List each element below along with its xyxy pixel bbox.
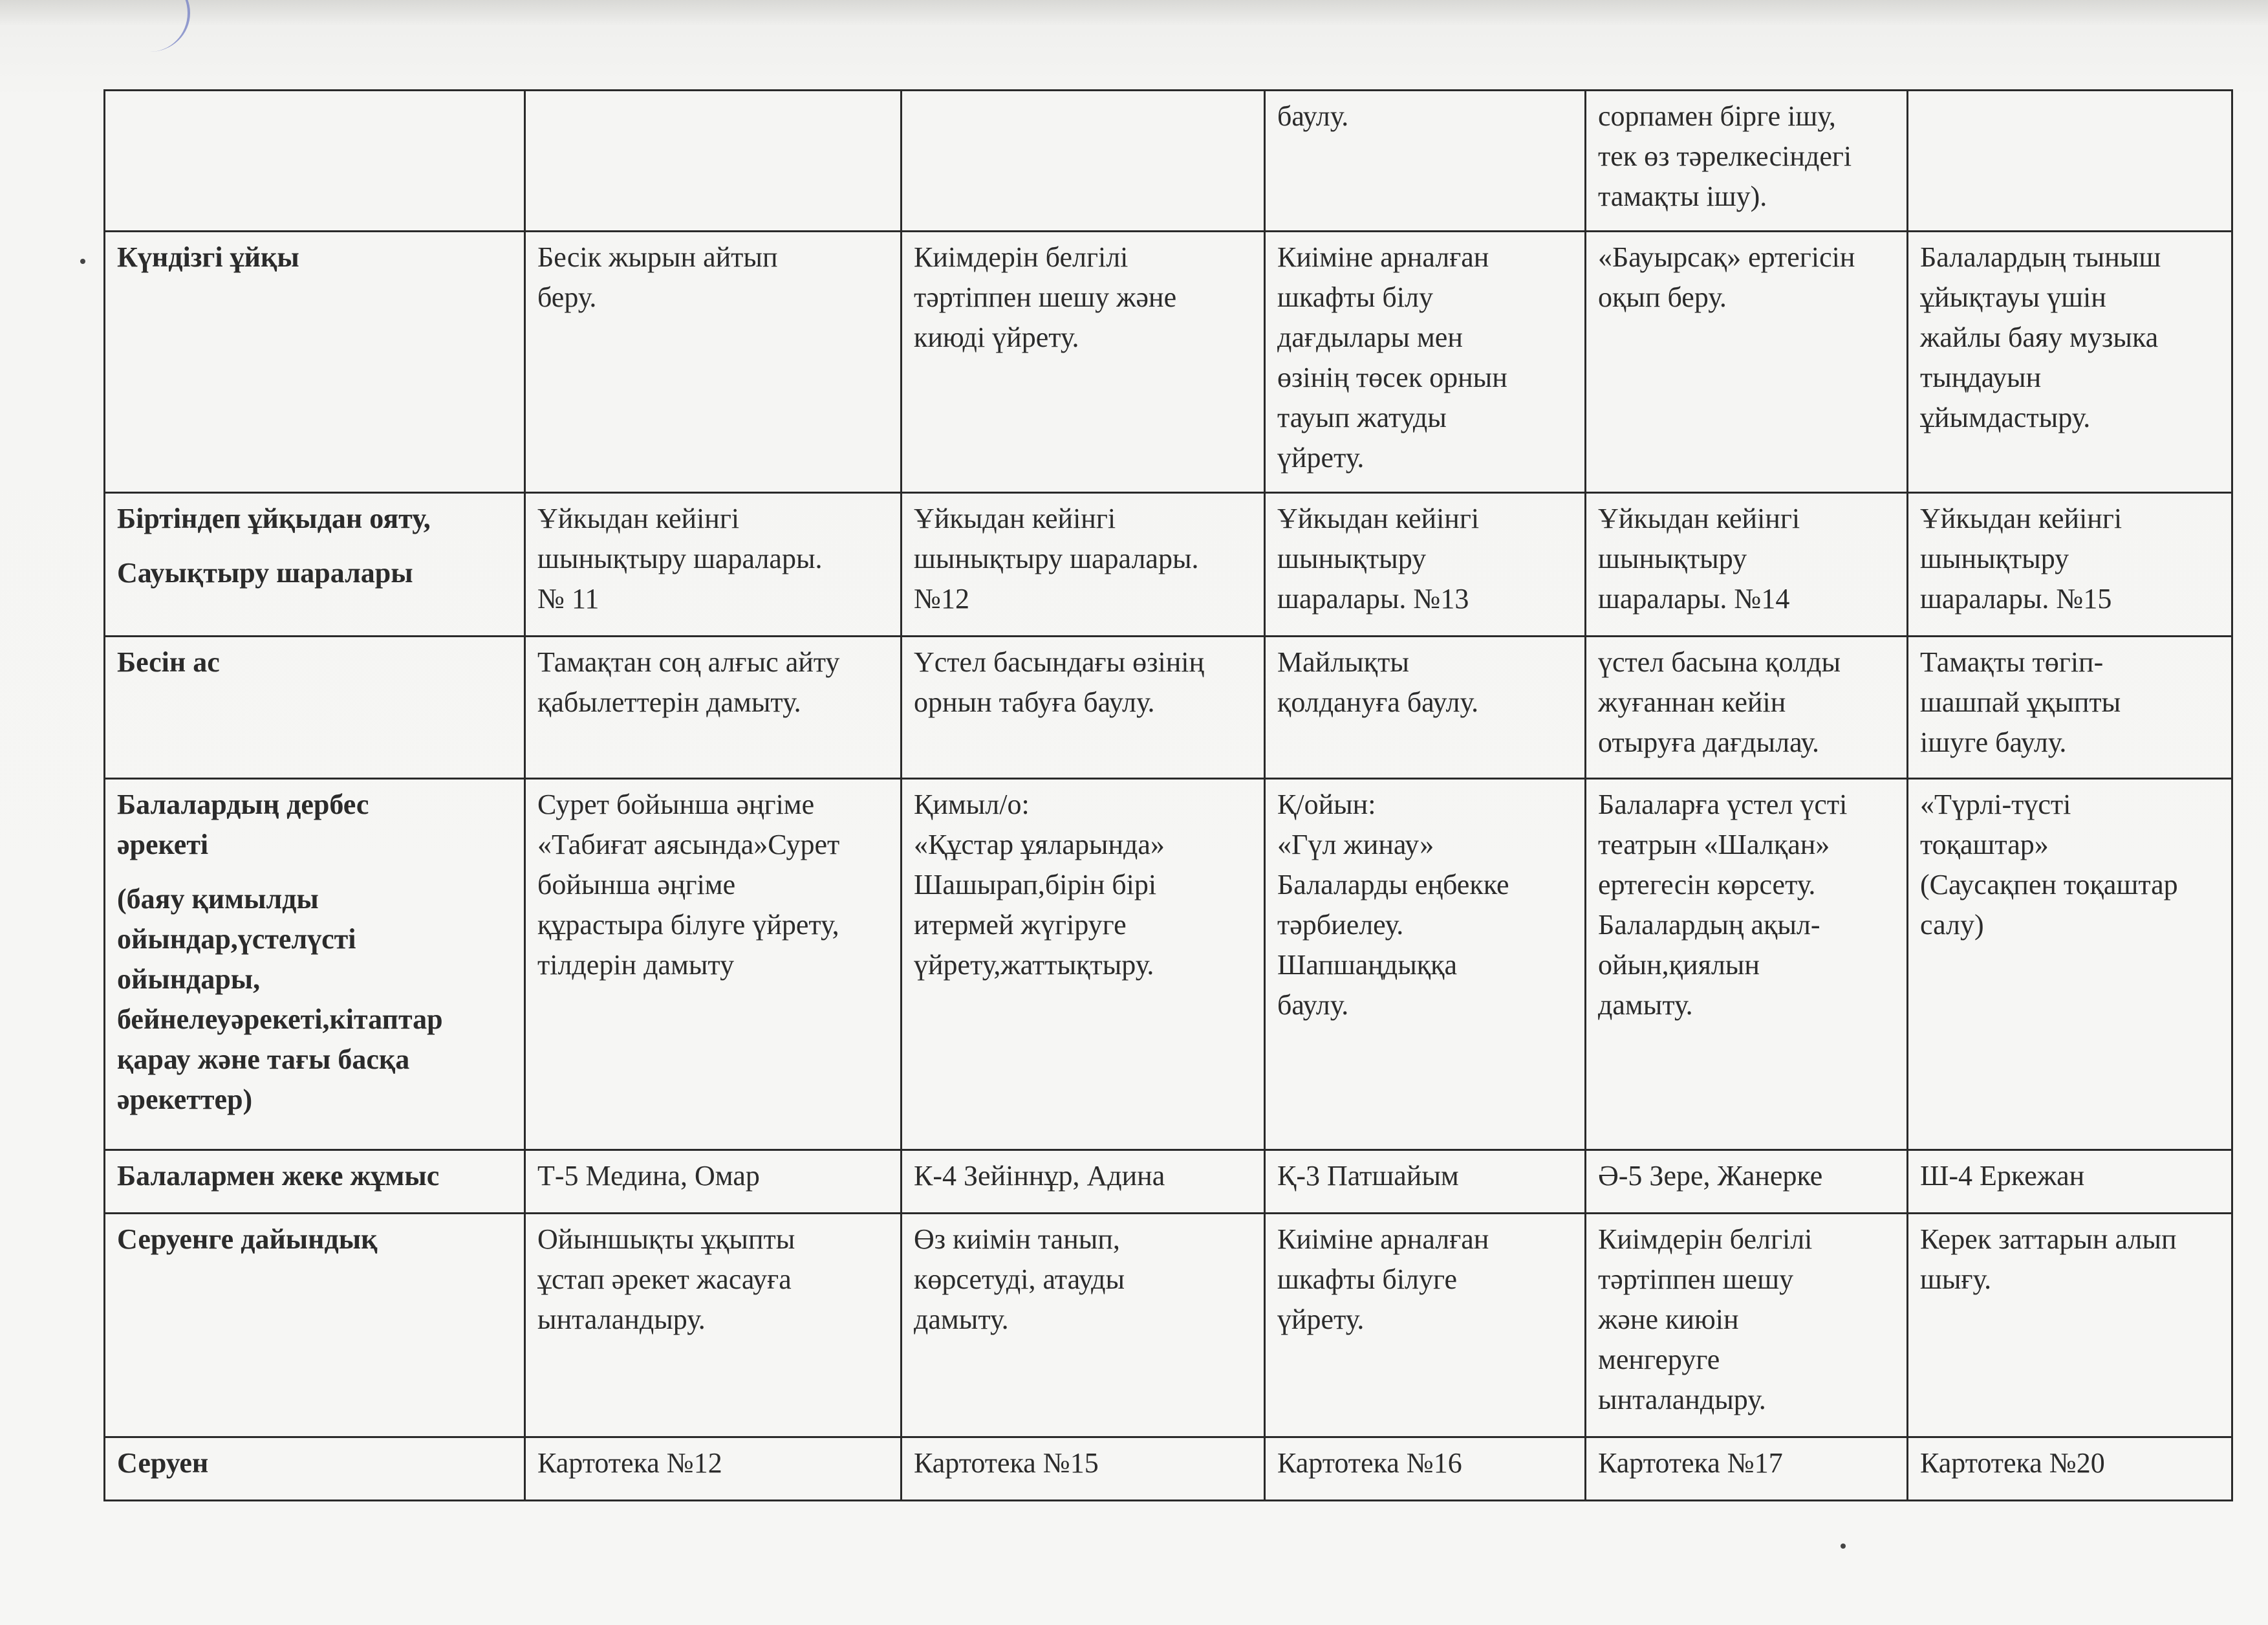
table-row: [105, 493, 2232, 637]
row-header-line: (баяу қимылды ойындар,үстелүсті ойындары, бейнелеуәрекеті,кітаптар қарау және тағы басқа әрекеттер): [117, 883, 443, 1115]
row-header-line: Балалардың дербес әрекеті: [117, 789, 369, 860]
table-cell: Балалардың тыныш ұйықтауы үшін жайлы баяу музыка тыңдауын ұйымдастыру.: [1908, 232, 2232, 493]
row-header: Балалармен жеке жұмыс: [105, 1150, 525, 1214]
table-cell: Ұйкыдан кейінгі шынықтыру шаралары. № 11: [525, 493, 902, 637]
row-header: Серуен: [105, 1437, 525, 1501]
table-cell: [525, 91, 902, 232]
table-cell: Тамақтан соң алғыс айту қабылеттерін дамыту.: [525, 637, 902, 779]
table-cell: Ә-5 Зере, Жанерке: [1586, 1150, 1908, 1214]
table-cell: Киімдерін белгілі тәртіппен шешу және киюді үйрету.: [902, 232, 1265, 493]
daily-plan-table: [103, 89, 2233, 1501]
spacer: [117, 865, 512, 879]
spacer: [117, 539, 512, 553]
table-cell: Картотека №15: [902, 1437, 1265, 1501]
row-header: Серуенге дайындық: [105, 1214, 525, 1437]
table-row: [105, 637, 2232, 779]
table-cell: Ойыншықты ұқыпты ұстап әрекет жасауға ынталандыру.: [525, 1214, 902, 1437]
table-row: [105, 1214, 2232, 1437]
table-cell: Картотека №12: [525, 1437, 902, 1501]
row-header: [105, 91, 525, 232]
table-cell: Өз киімін танып, көрсетуді, атауды дамыту.: [902, 1214, 1265, 1437]
pen-mark: [110, 0, 190, 52]
table-cell: Картотека №16: [1265, 1437, 1586, 1501]
table-cell: сорпамен бірге ішу, тек өз тәрелкесіндегі тамақты ішу).: [1586, 91, 1908, 232]
table-cell: Т-5 Медина, Омар: [525, 1150, 902, 1214]
table-cell: «Түрлі-түсті тоқаштар» (Саусақпен тоқаштар салу): [1908, 779, 2232, 1150]
row-header: [105, 779, 525, 1150]
table-cell: Ш-4 Еркежан: [1908, 1150, 2232, 1214]
table-cell: Керек заттарын алып шығу.: [1908, 1214, 2232, 1437]
scan-top-shadow: [0, 0, 2268, 26]
table-cell: Киіміне арналған шкафты білуге үйрету.: [1265, 1214, 1586, 1437]
table-cell: баулу.: [1265, 91, 1586, 232]
table-cell: Ұйкыдан кейінгі шынықтыру шаралары. №15: [1908, 493, 2232, 637]
table-cell: Қ/ойын: «Гүл жинау» Балаларды еңбекке тәрбиелеу. Шапшаңдыққа баулу.: [1265, 779, 1586, 1150]
table-cell: Картотека №20: [1908, 1437, 2232, 1501]
table-cell: Киімдерін белгілі тәртіппен шешу және киюін менгеруге ынталандыру.: [1586, 1214, 1908, 1437]
table-row: [105, 232, 2232, 493]
table-cell: Сурет бойынша әңгіме «Табиғат аясында»Сурет бойынша әңгіме құрастыра білуге үйрету, тілдерін дамыту: [525, 779, 902, 1150]
scan-speck: [1841, 1543, 1846, 1549]
table-cell: Балаларға үстел үсті театрын «Шалқан» ертегесін көрсету. Балалардың ақыл- ойын,қиялын дамыту.: [1586, 779, 1908, 1150]
table-cell: Ұйкыдан кейінгі шынықтыру шаралары. №13: [1265, 493, 1586, 637]
table-row: [105, 91, 2232, 232]
scan-speck: [80, 259, 85, 264]
table-cell: К-4 Зейіннұр, Адина: [902, 1150, 1265, 1214]
table-cell: [902, 91, 1265, 232]
row-header: Бесін ас: [105, 637, 525, 779]
row-header-line: Біртіндеп ұйқыдан ояту,: [117, 503, 431, 534]
table-cell: Үстел басындағы өзінің орнын табуға баулу.: [902, 637, 1265, 779]
table-row: [105, 779, 2232, 1150]
table-row: [105, 1437, 2232, 1501]
row-header: Күндізгі ұйқы: [105, 232, 525, 493]
table-cell: Ұйкыдан кейінгі шынықтыру шаралары. №12: [902, 493, 1265, 637]
table-row: [105, 1150, 2232, 1214]
table-cell: Тамақты төгіп- шашпай ұқыпты ішуге баулу.: [1908, 637, 2232, 779]
row-header: [105, 493, 525, 637]
table-cell: үстел басына қолды жуғаннан кейін отыруға дағдылау.: [1586, 637, 1908, 779]
table-cell: Майлықты қолдануға баулу.: [1265, 637, 1586, 779]
table-cell: Бесік жырын айтып беру.: [525, 232, 902, 493]
table-cell: Қ-3 Патшайым: [1265, 1150, 1586, 1214]
table-cell: Картотека №17: [1586, 1437, 1908, 1501]
row-header-line: Сауықтыру шаралары: [117, 557, 413, 589]
table-cell: [1908, 91, 2232, 232]
table-cell: Ұйкыдан кейінгі шынықтыру шаралары. №14: [1586, 493, 1908, 637]
table-cell: «Бауырсақ» ертегісін оқып беру.: [1586, 232, 1908, 493]
table-cell: Қимыл/о: «Құстар ұяларында» Шашырап,бірін бірі итермей жүгіруге үйрету,жаттықтыру.: [902, 779, 1265, 1150]
table-cell: Киіміне арналған шкафты білу дағдылары мен өзінің төсек орнын тауып жатуды үйрету.: [1265, 232, 1586, 493]
